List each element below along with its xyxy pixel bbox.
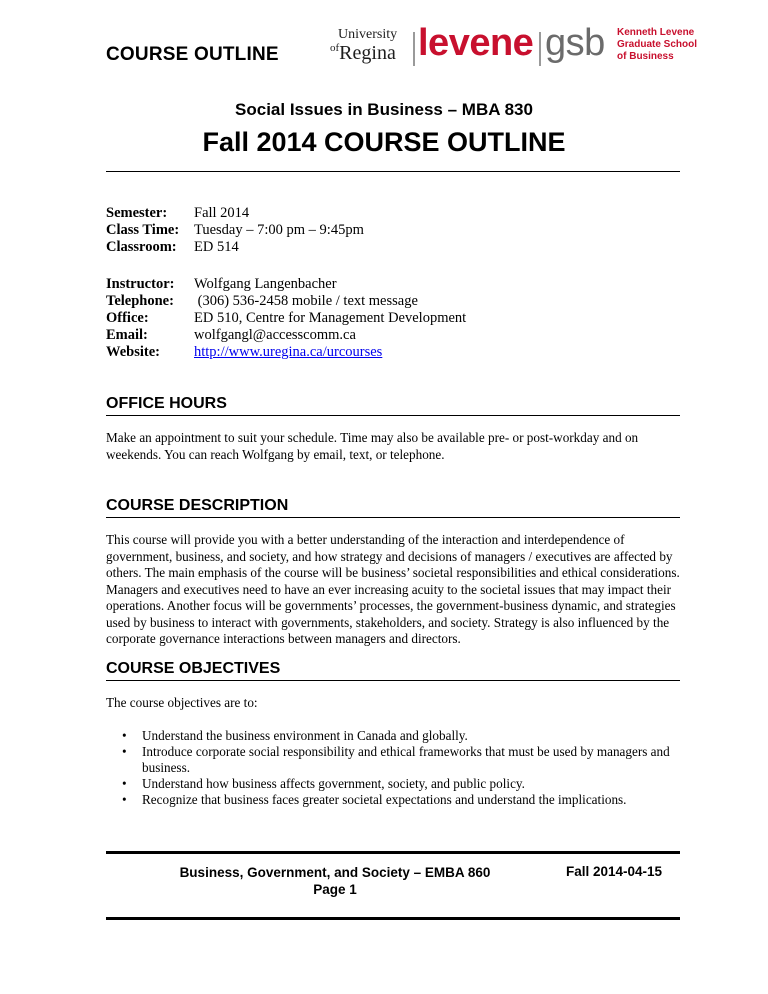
instructor-row: Instructor: Wolfgang Langenbacher: [106, 276, 337, 292]
objectives-intro: The course objectives are to:: [106, 695, 258, 710]
course-description-text: This course will provide you with a better understanding of the interaction and interdependence of government, business, and society, and how strategy and decisions of managers / executives are affected by others. The main emphasis of the course will be business’ societal responsibilities and ethical considerations. Managers and executives need to have an ever increasing acuity to the societal issues that may impact their operations. Another focus will be governments’ processes, the government-business dynamic, and strategies used by business to interact with governments, stakeholders, and society. Strategy is also influenced by the corporate governance interactions between managers and directors.: [106, 532, 680, 646]
footer-date: Fall 2014-04-15: [566, 864, 663, 879]
course-subtitle: Social Issues in Business – MBA 830: [235, 100, 533, 119]
page-title: Fall 2014 COURSE OUTLINE: [202, 127, 566, 157]
gsb-wordmark: gsb: [545, 22, 605, 64]
logo-divider: [413, 32, 415, 66]
footer-course-name: Business, Government, and Society – EMBA 860: [179, 865, 491, 880]
school-name: Kenneth Levene Graduate School of Business: [617, 27, 698, 62]
footer-course-info: [120, 864, 550, 898]
contact-block: [106, 276, 466, 361]
class-time-row: Class Time: Tuesday – 7:00 pm – 9:45pm: [106, 222, 364, 238]
office-hours-heading: OFFICE HOURS: [106, 395, 680, 416]
office-row: Office: ED 510, Centre for Management Development: [106, 310, 467, 326]
footer-rule-bottom: [106, 917, 680, 920]
list-item: • Understand the business environment in Canada and globally.: [106, 728, 680, 744]
footer-rule-top: [106, 851, 680, 854]
email-row: Email: wolfgangl@accesscomm.ca: [106, 327, 356, 343]
schedule-block: [106, 205, 364, 256]
levene-wordmark: levene: [418, 22, 534, 64]
classroom-row: Classroom: ED 514: [106, 239, 239, 255]
telephone-row: Telephone: (306) 536-2458 mobile / text message: [106, 293, 418, 309]
office-hours-text: Make an appointment to suit your schedule. Time may also be available pre- or post-workday and on weekends. You can reach Wolfgang by email, text, or telephone.: [106, 430, 639, 462]
logo-divider: [539, 32, 541, 66]
course-description-heading: COURSE DESCRIPTION: [106, 497, 680, 518]
list-item: • Understand how business affects government, society, and public policy.: [106, 776, 680, 792]
footer-page-number: Page 1: [313, 882, 357, 897]
website-row: Website: http://www.uregina.ca/urcourses: [106, 344, 383, 360]
course-objectives-heading: COURSE OBJECTIVES: [106, 660, 680, 681]
objectives-list: [106, 728, 680, 808]
university-of-regina-wordmark: University $^{of}$Regina: [330, 27, 398, 64]
header-title: COURSE OUTLINE: [106, 44, 279, 65]
list-item: • Introduce corporate social responsibility and ethical frameworks that must be used by managers and business.: [106, 744, 680, 776]
semester-row: Semester: Fall 2014: [106, 205, 250, 221]
website-link[interactable]: http://www.uregina.ca/urcourses: [194, 344, 383, 360]
email-address[interactable]: wolfgangl@accesscomm.ca: [194, 327, 356, 343]
list-item: • Recognize that business faces greater societal expectations and understand the implications.: [106, 792, 680, 808]
title-divider: [106, 171, 680, 172]
